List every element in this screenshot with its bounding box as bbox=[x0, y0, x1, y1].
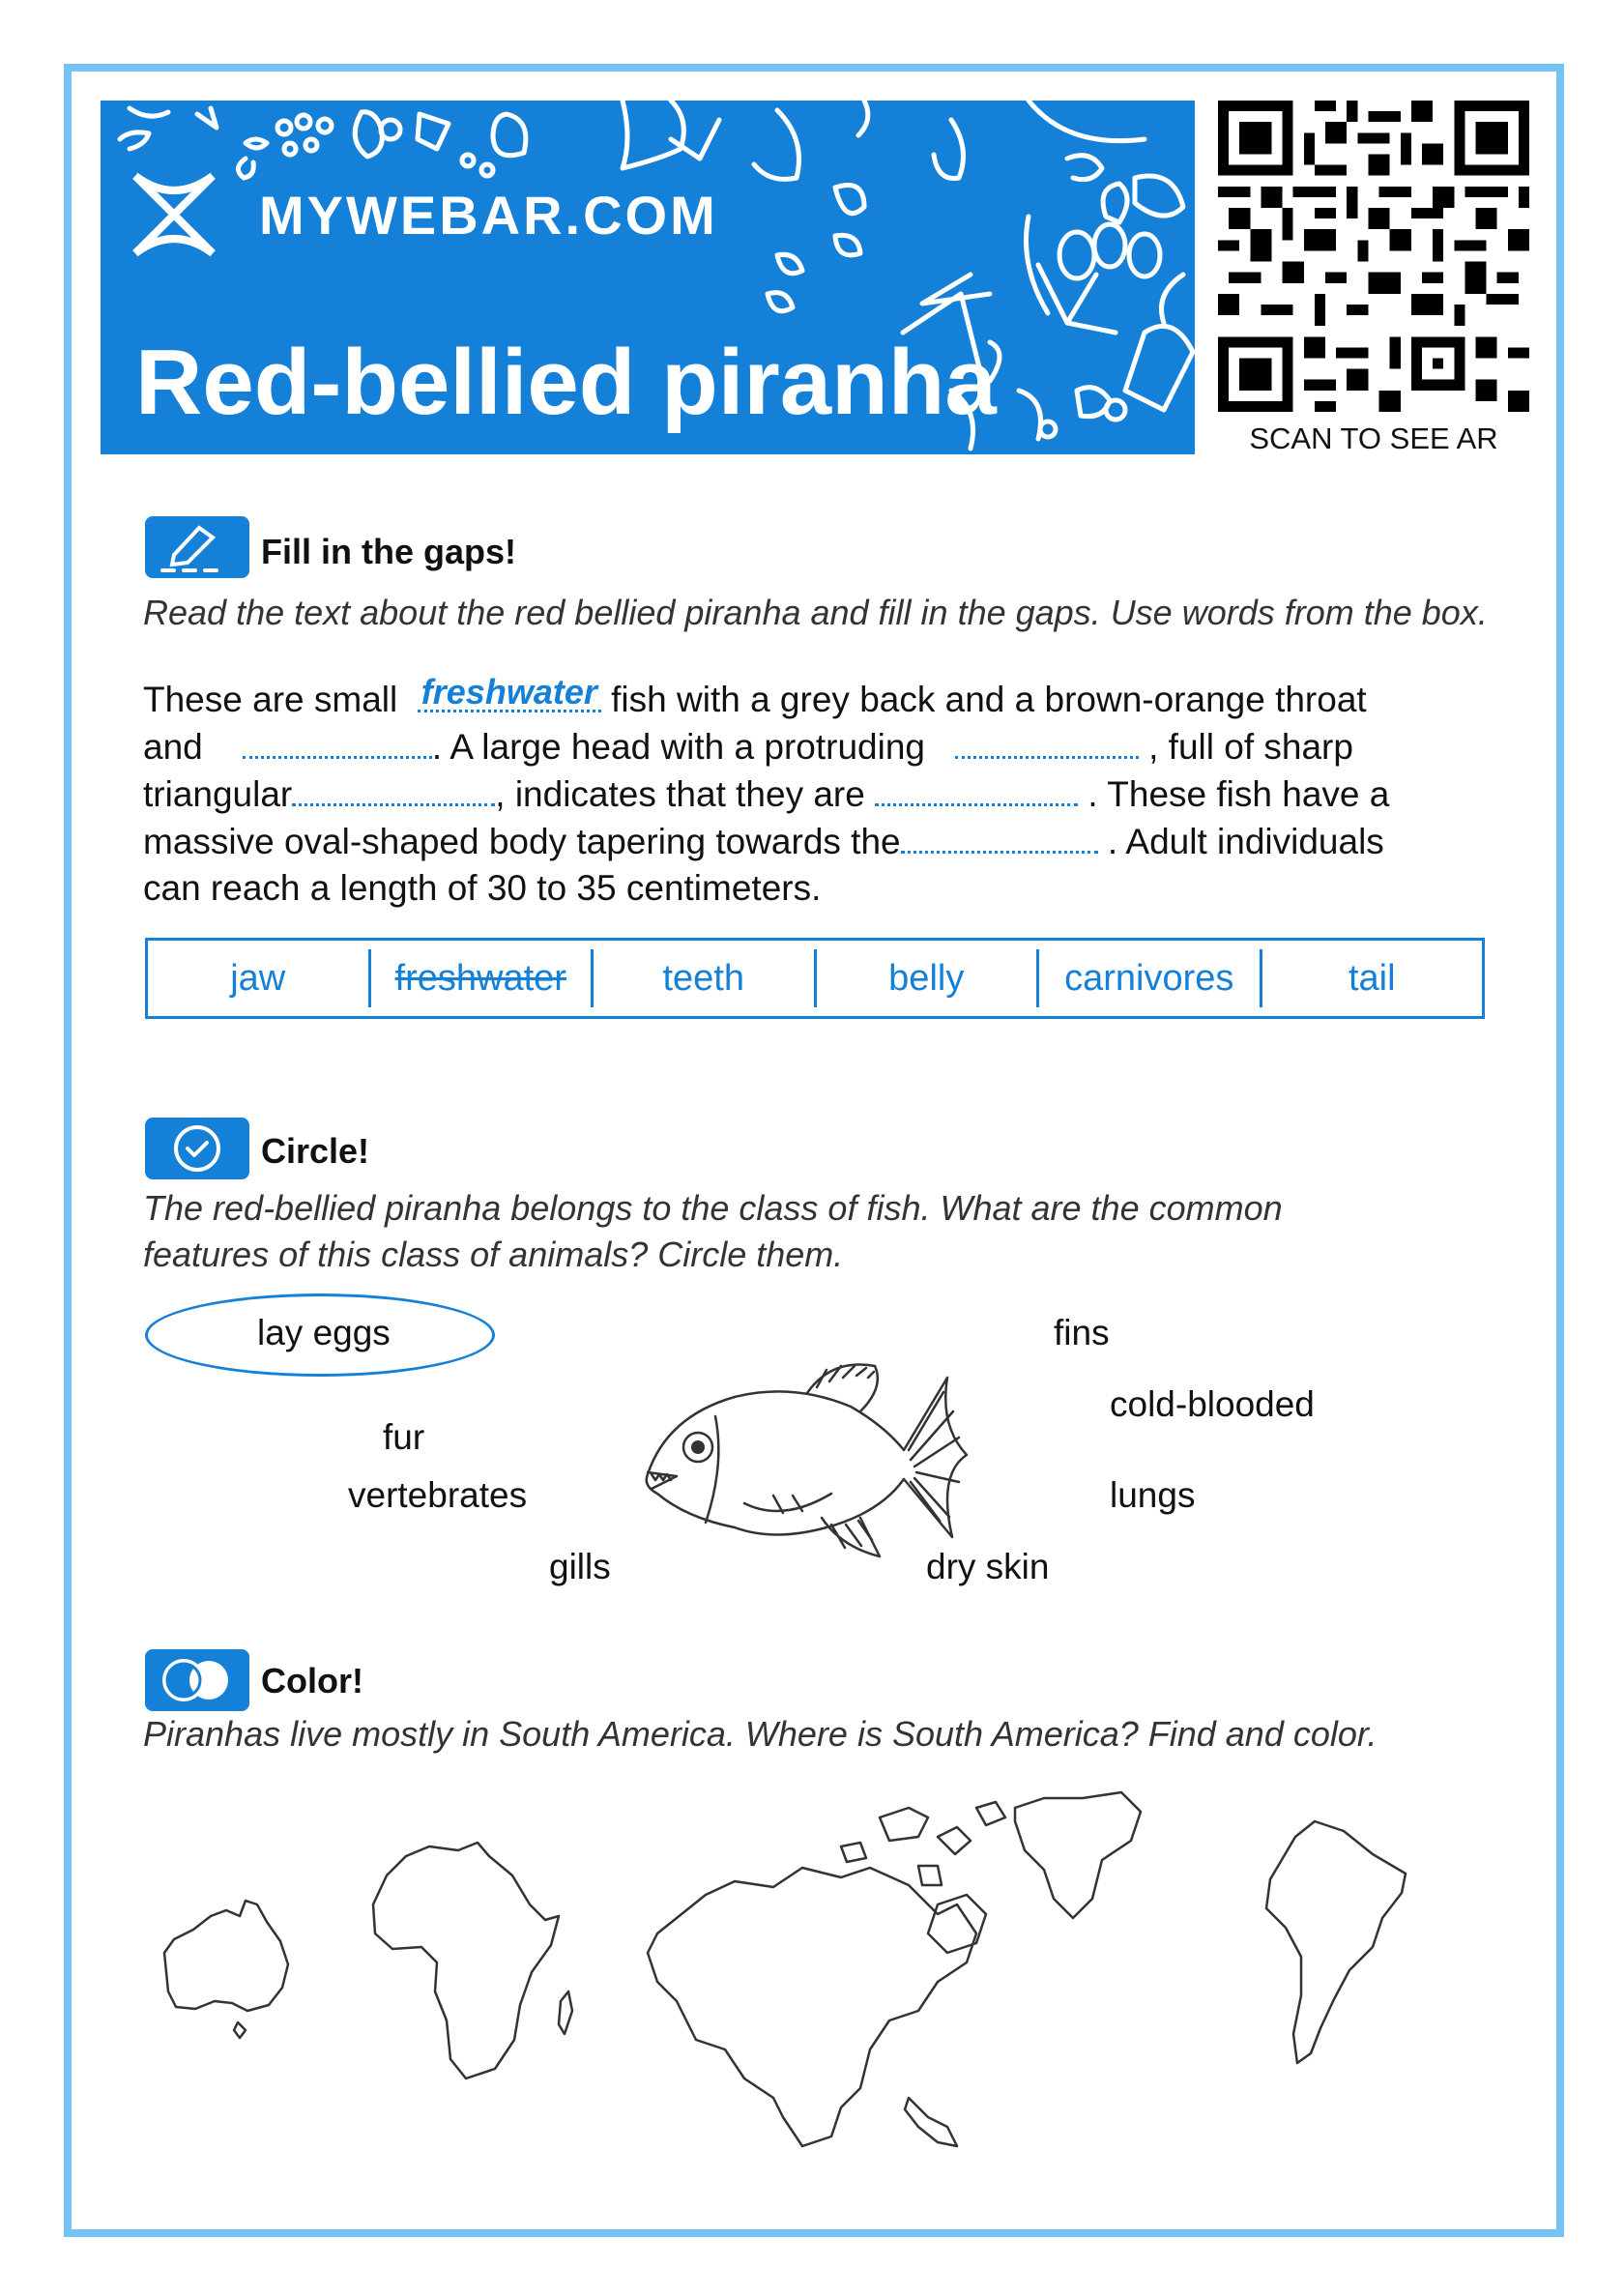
option-dry-skin[interactable]: dry skin bbox=[926, 1547, 1050, 1586]
gap-blank-5[interactable] bbox=[901, 818, 1098, 854]
paragraph-line-4 bbox=[143, 818, 1496, 865]
option-lay-eggs[interactable]: lay eggs bbox=[257, 1313, 391, 1352]
north-america-outline bbox=[648, 1868, 976, 2146]
world-map-outline bbox=[145, 1779, 1440, 2175]
header-banner bbox=[101, 101, 1195, 454]
paragraph-line-1 bbox=[143, 672, 1496, 723]
australia-outline bbox=[164, 1901, 288, 2011]
greenland-outline bbox=[1015, 1792, 1141, 1918]
option-lungs[interactable]: lungs bbox=[1110, 1475, 1196, 1515]
text-segment: , indicates that they are bbox=[495, 774, 865, 814]
gap-filled-answer[interactable]: freshwater bbox=[418, 675, 601, 712]
color-instruction: Piranhas live mostly in South America. Where is South America? Find and color. bbox=[143, 1714, 1378, 1754]
option-cold-blooded[interactable]: cold-blooded bbox=[1110, 1384, 1315, 1424]
piranha-illustration bbox=[628, 1358, 976, 1566]
text-segment: , full of sharp bbox=[1148, 727, 1353, 767]
qr-caption: SCAN TO SEE AR bbox=[1249, 421, 1498, 455]
brand-logo[interactable] bbox=[126, 166, 718, 263]
text-segment: . These fish have a bbox=[1088, 774, 1390, 814]
tasmania-outline bbox=[234, 2022, 246, 2038]
gap-blank-2[interactable] bbox=[955, 723, 1139, 759]
text-segment: . Adult individuals bbox=[1107, 822, 1384, 861]
word-option-jaw[interactable]: jaw bbox=[230, 957, 286, 999]
fill-gaps-instruction: Read the text about the red bellied piranha and fill in the gaps. Use words from the box. bbox=[143, 593, 1488, 632]
color-section-icon bbox=[145, 1649, 249, 1711]
pencil-icon bbox=[145, 516, 249, 578]
check-circle-icon bbox=[145, 1118, 249, 1179]
page-title: Red-bellied piranha bbox=[135, 331, 997, 434]
word-option-carnivores[interactable]: carnivores bbox=[1064, 957, 1234, 999]
text-segment: triangular bbox=[143, 774, 293, 814]
south-america-outline bbox=[1266, 1821, 1406, 2063]
fill-gaps-section-icon bbox=[145, 516, 249, 578]
word-option-tail[interactable]: tail bbox=[1348, 957, 1396, 999]
text-segment: fish with a grey back and a brown-orange throat bbox=[611, 680, 1367, 719]
madagascar-outline bbox=[559, 1991, 572, 2034]
brand-name: MYWEBAR.COM bbox=[259, 184, 718, 246]
text-segment: massive oval-shaped body tapering towards the bbox=[143, 822, 901, 861]
color-heading: Color! bbox=[261, 1661, 363, 1700]
gap-blank-3[interactable] bbox=[292, 770, 495, 806]
africa-outline bbox=[373, 1843, 559, 2078]
qr-code[interactable] bbox=[1214, 101, 1533, 412]
option-vertebrates[interactable]: vertebrates bbox=[348, 1475, 528, 1515]
paragraph-line-5: can reach a length of 30 to 35 centimeters. bbox=[143, 868, 822, 908]
paragraph-line-2 bbox=[143, 723, 1496, 770]
option-fins[interactable]: fins bbox=[1054, 1313, 1110, 1352]
word-option-teeth[interactable]: teeth bbox=[662, 957, 745, 999]
mywebar-logo-icon bbox=[126, 166, 222, 263]
circle-instruction: The red-bellied piranha belongs to the class of fish. What are the common features of this class of animals? Circle them. bbox=[143, 1188, 1283, 1274]
gap-blank-1[interactable] bbox=[243, 723, 432, 759]
text-segment: These are small bbox=[143, 680, 398, 719]
fill-gaps-paragraph bbox=[143, 672, 1496, 912]
word-option-belly[interactable]: belly bbox=[888, 957, 965, 999]
canada-islands-outline bbox=[841, 1802, 1005, 1885]
word-option-freshwater-used[interactable]: freshwater bbox=[394, 957, 566, 999]
text-segment: and bbox=[143, 727, 203, 767]
central-america-outline bbox=[905, 2098, 957, 2146]
circle-section-icon bbox=[145, 1118, 249, 1179]
toggle-circles-icon bbox=[145, 1649, 249, 1711]
paragraph-line-3 bbox=[143, 770, 1496, 818]
option-gills[interactable]: gills bbox=[549, 1547, 611, 1586]
qr-code-image bbox=[1214, 101, 1533, 412]
circle-heading: Circle! bbox=[261, 1131, 370, 1171]
gap-blank-4[interactable] bbox=[875, 770, 1078, 806]
fill-gaps-heading: Fill in the gaps! bbox=[261, 532, 517, 571]
text-segment: . A large head with a protruding bbox=[431, 727, 925, 767]
option-fur[interactable]: fur bbox=[383, 1417, 425, 1457]
word-box bbox=[145, 938, 1485, 1019]
